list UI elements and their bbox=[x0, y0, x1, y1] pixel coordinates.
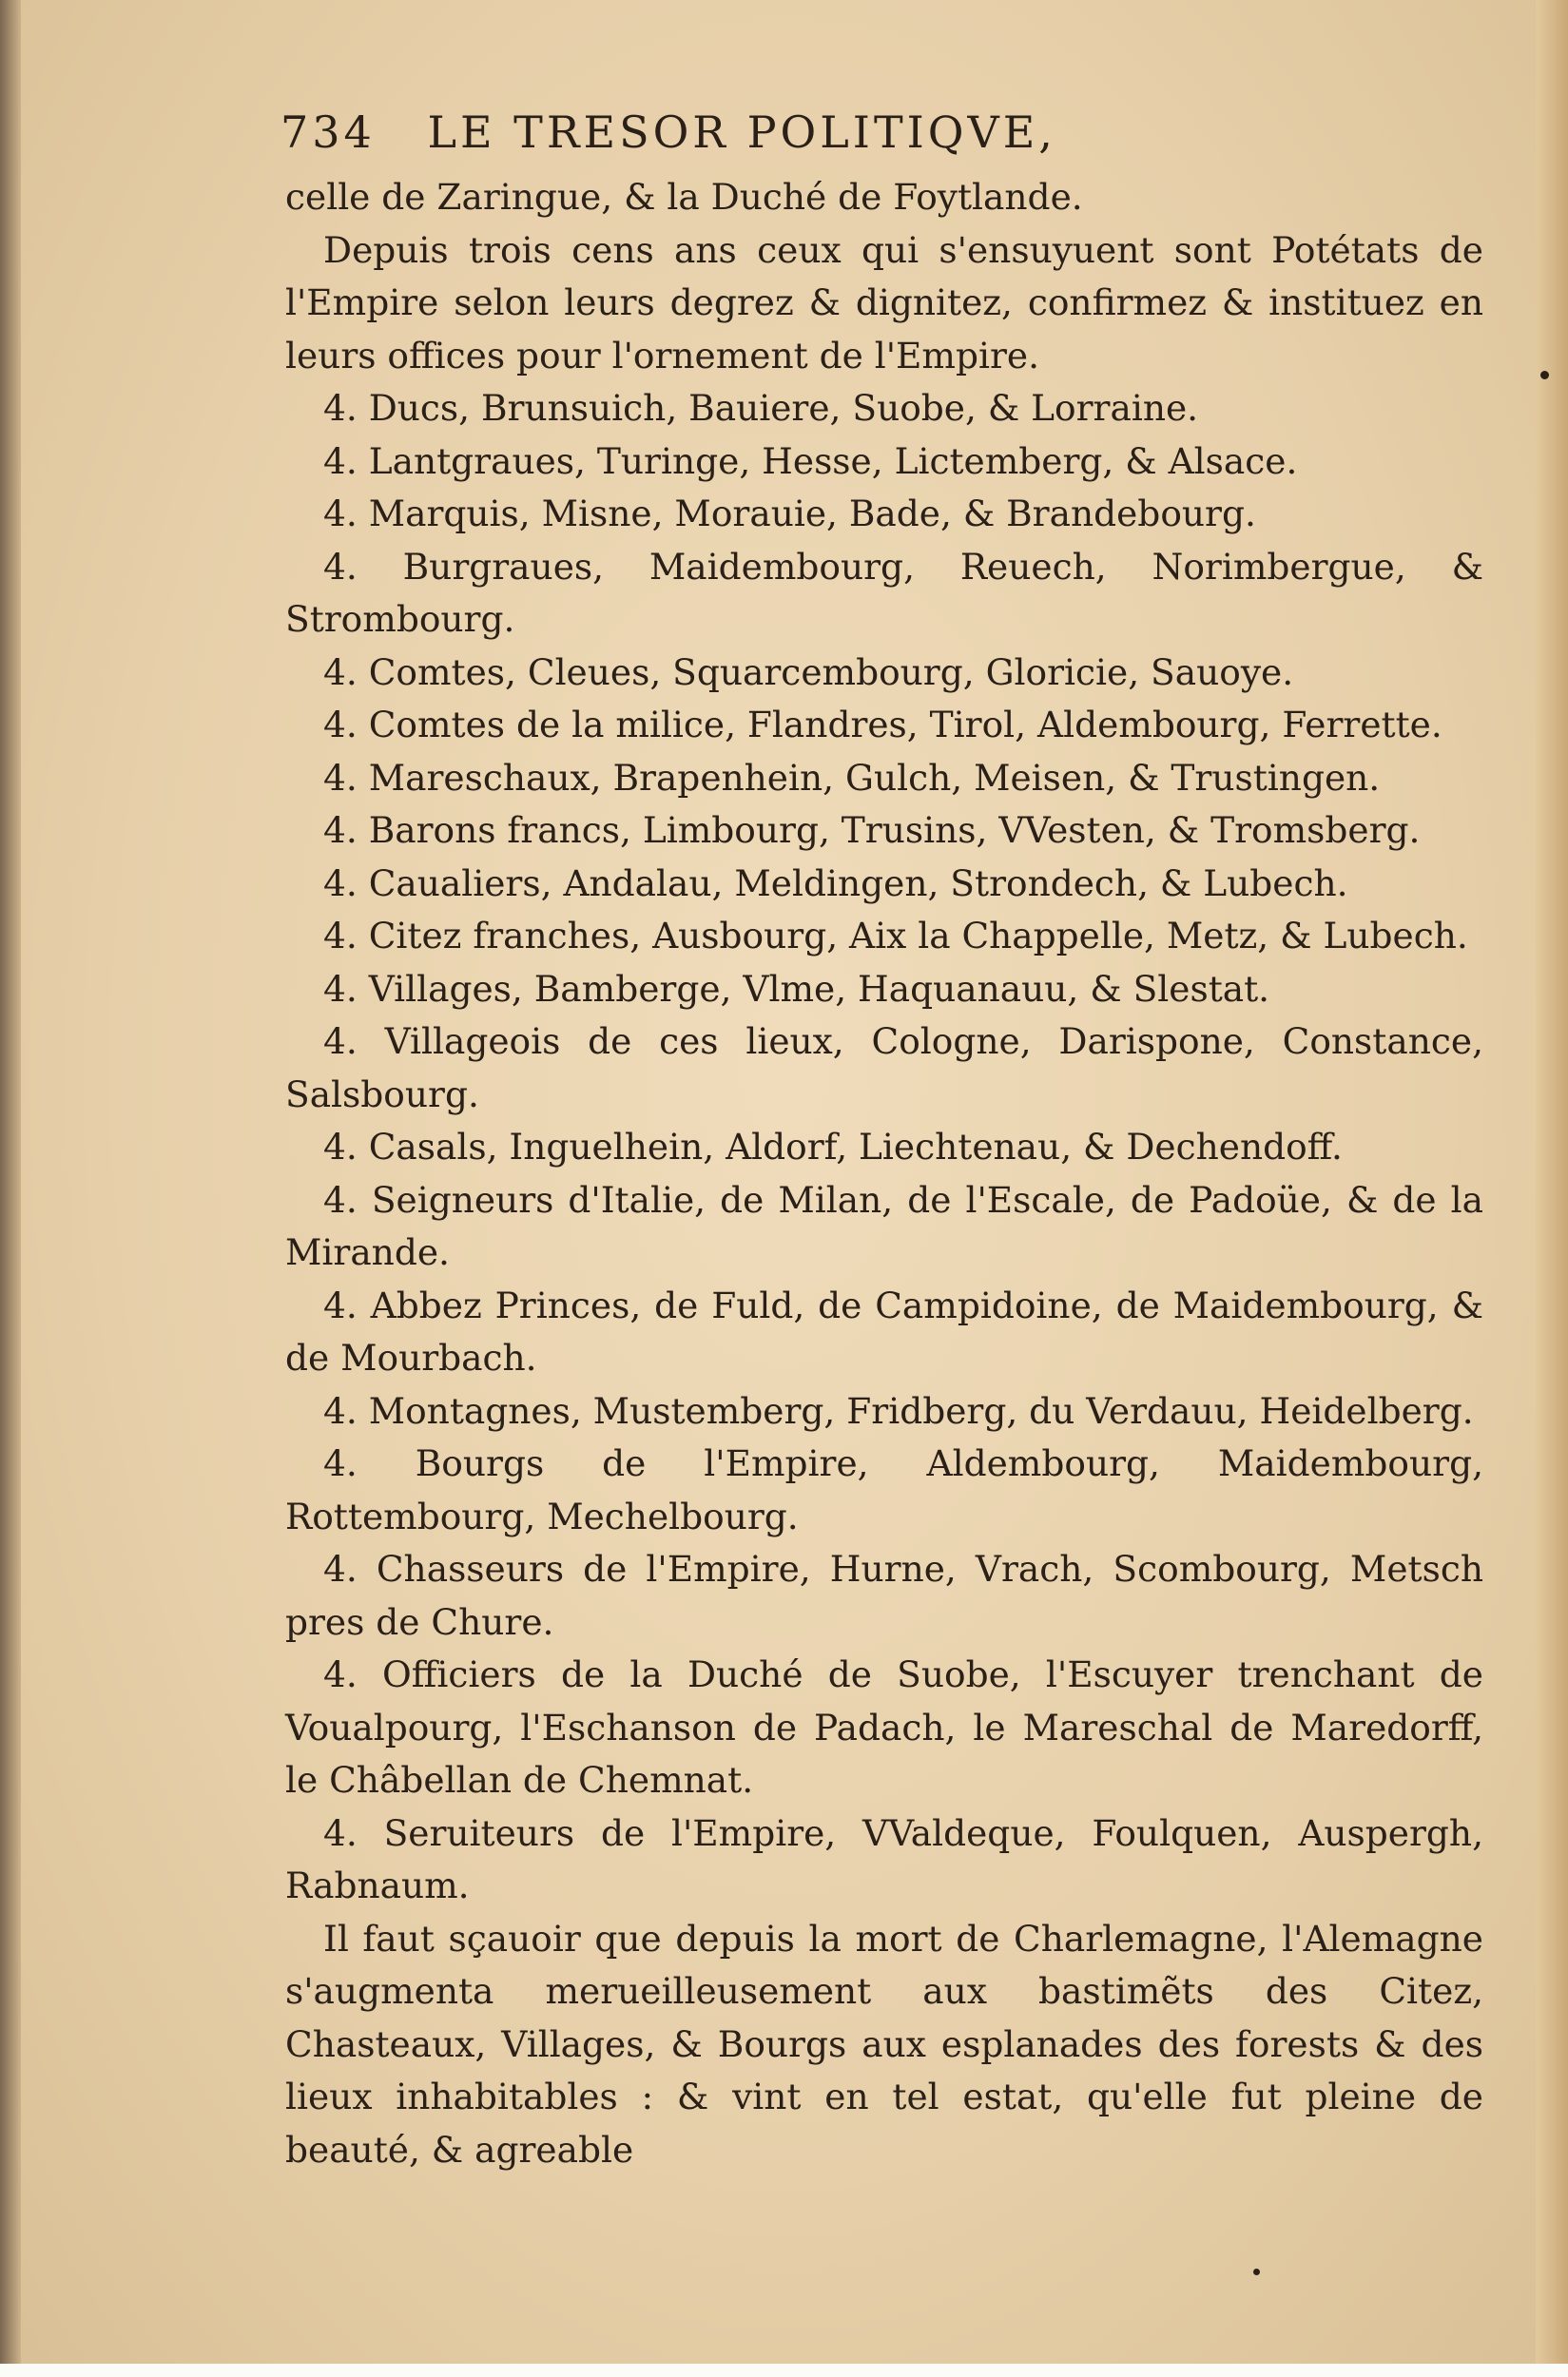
list-item: 4. Villageois de ces lieux, Cologne, Darispone, Constance, Salsbourg. bbox=[285, 1020, 1483, 1115]
list-item: 4. Caualiers, Andalau, Meldingen, Strondech, & Lubech. bbox=[323, 861, 1348, 904]
paragraph: celle de Zaringue, & la Duché de Foytlande. bbox=[285, 176, 1083, 218]
running-header bbox=[281, 106, 1279, 164]
page-spine-shadow bbox=[0, 0, 21, 2377]
scan-border bbox=[0, 2364, 1568, 2377]
list-item: 4. Burgraues, Maidembourg, Reuech, Norimbergue, & Strombourg. bbox=[285, 545, 1483, 640]
list-item: 4. Abbez Princes, de Fuld, de Campidoine, de Maidembourg, & de Mourbach. bbox=[285, 1284, 1483, 1379]
running-title: LE TRESOR POLITIQVE, bbox=[427, 106, 1056, 158]
list-item: 4. Montagnes, Mustemberg, Fridberg, du Verdauu, Heidelberg. bbox=[323, 1389, 1474, 1432]
paragraph: Il faut sçauoir que depuis la mort de Charlemagne, l'Alemagne s'augmenta merueilleusement aux bastimẽts des Citez, Chasteaux, Villages, & Bourgs aux esplanades des forests & des lieux inhabitables : & vint en tel estat, qu'elle fut pleine de beauté, & agreable bbox=[285, 1917, 1483, 2171]
page-number: 734 bbox=[281, 106, 376, 158]
body-text bbox=[285, 171, 1483, 2176]
list-item: 4. Villages, Bamberge, Vlme, Haquanauu, & Slestat. bbox=[323, 967, 1270, 1010]
list-item: 4. Comtes, Cleues, Squarcembourg, Gloricie, Sauoye. bbox=[323, 650, 1294, 693]
page-edge bbox=[1536, 0, 1568, 2377]
ink-spot bbox=[1540, 371, 1549, 379]
list-item: 4. Chasseurs de l'Empire, Hurne, Vrach, Scombourg, Metsch pres de Chure. bbox=[285, 1548, 1483, 1643]
list-item: 4. Lantgraues, Turinge, Hesse, Lictemberg, & Alsace. bbox=[323, 439, 1298, 482]
list-item: 4. Barons francs, Limbourg, Trusins, VVesten, & Tromsberg. bbox=[323, 809, 1421, 851]
list-item: 4. Marquis, Misne, Morauie, Bade, & Brandebourg. bbox=[323, 493, 1256, 534]
list-item: 4. Citez franches, Ausbourg, Aix la Chappelle, Metz, & Lubech. bbox=[323, 915, 1468, 957]
paragraph: Depuis trois cens ans ceux qui s'ensuyuent sont Potétats de l'Empire selon leurs degrez & dignitez, confirmez & instituez en leurs offices pour l'ornement de l'Empire. bbox=[285, 228, 1483, 377]
list-item: 4. Seigneurs d'Italie, de Milan, de l'Escale, de Padoüe, & de la Mirande. bbox=[285, 1178, 1483, 1273]
list-item: 4. Officiers de la Duché de Suobe, l'Escuyer trenchant de Voualpourg, l'Eschanson de Padach, le Mareschal de Maredorff, le Châbellan de Chemnat. bbox=[285, 1653, 1483, 1801]
list-item: 4. Ducs, Brunsuich, Bauiere, Suobe, & Lorraine. bbox=[323, 387, 1199, 429]
list-item: 4. Comtes de la milice, Flandres, Tirol, Aldembourg, Ferrette. bbox=[323, 704, 1442, 745]
list-item: 4. Casals, Inguelhein, Aldorf, Liechtenau, & Dechendoff. bbox=[323, 1126, 1343, 1168]
list-item: 4. Bourgs de l'Empire, Aldembourg, Maidembourg, Rottembourg, Mechelbourg. bbox=[285, 1442, 1483, 1537]
ink-spot bbox=[1253, 2269, 1260, 2275]
list-item: 4. Seruiteurs de l'Empire, VValdeque, Foulquen, Auspergh, Rabnaum. bbox=[285, 1811, 1483, 1906]
list-item: 4. Mareschaux, Brapenhein, Gulch, Meisen, & Trustingen. bbox=[323, 756, 1381, 799]
